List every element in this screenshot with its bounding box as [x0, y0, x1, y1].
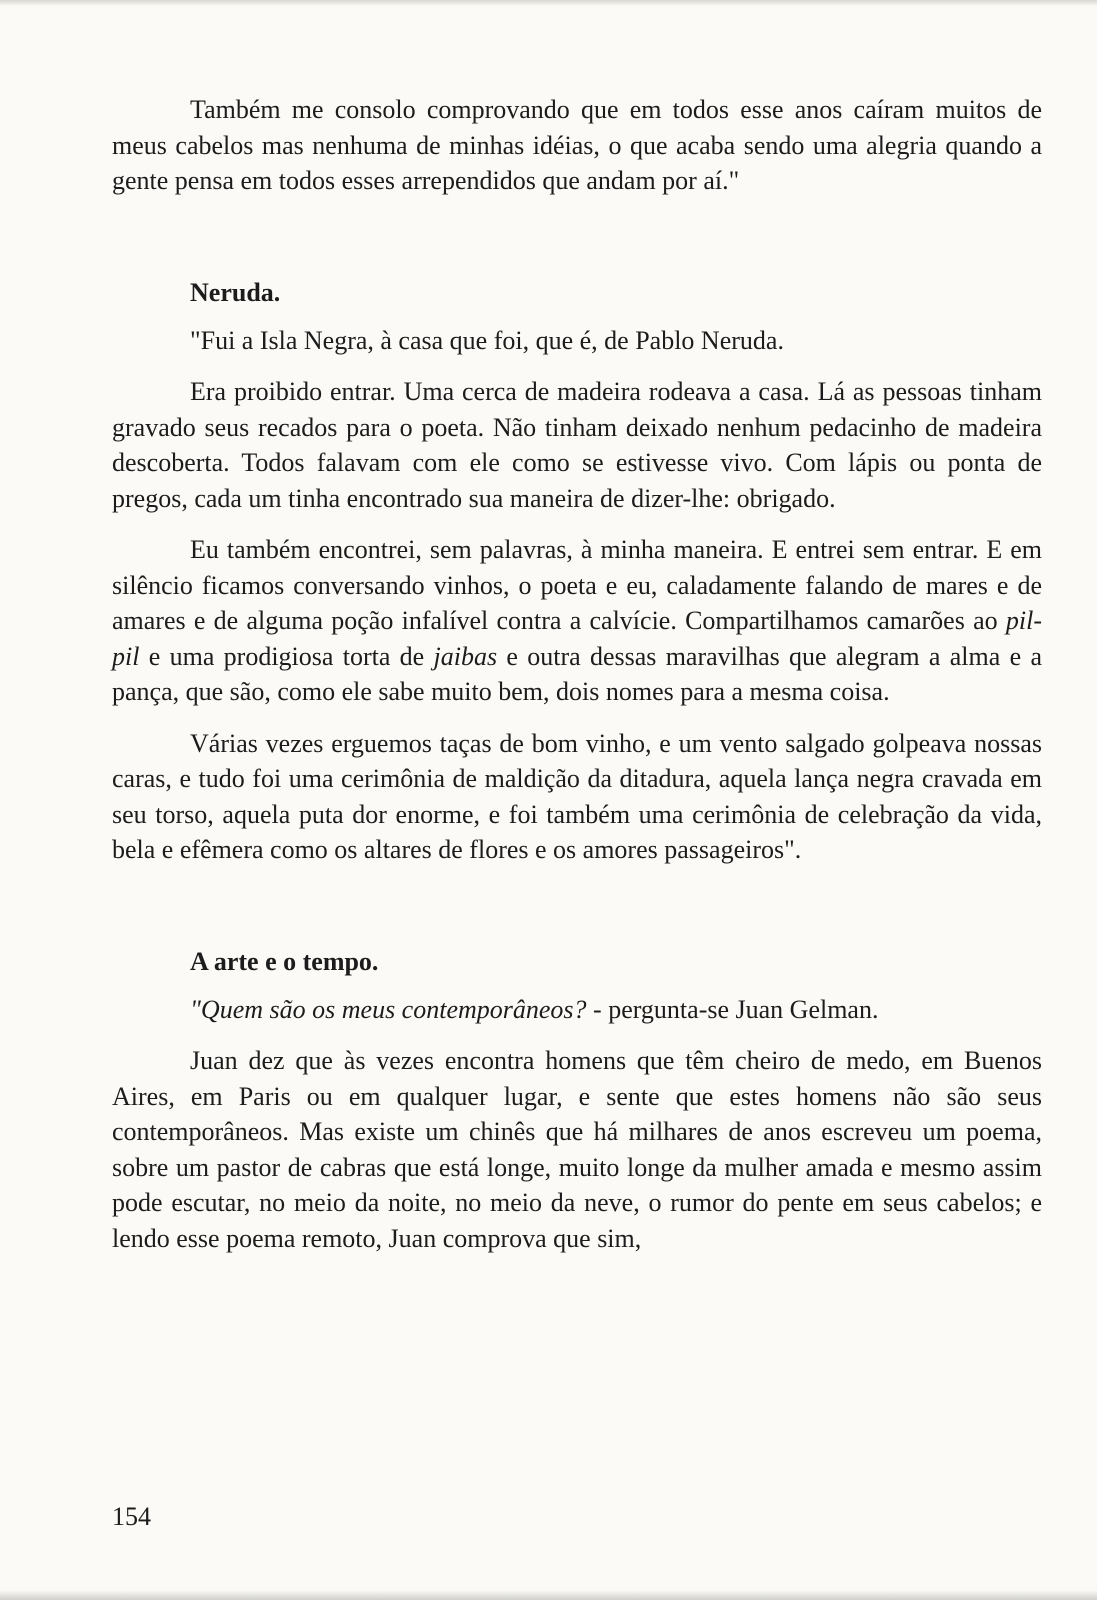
- page-body: [112, 92, 1042, 1256]
- italic-jaibas: jaibas: [433, 641, 498, 671]
- section-heading-arte-tempo: A arte e o tempo.: [190, 946, 379, 976]
- paragraph-encontrei: [112, 532, 1042, 710]
- page-bottom-edge: [0, 1590, 1097, 1600]
- paragraph-encontrei-part-b: e uma prodigiosa torta de: [139, 641, 434, 671]
- paragraph-juan: Juan dez que às vezes encontra homens que têm cheiro de medo, em Buenos Aires, em Paris ou em qualquer lugar, e sente que estes homens não são seus contemporâneos. Mas existe um chinês que há milhares de anos escreveu um poema, sobre um pastor de cabras que está longe, muito longe da mulher amada e mesmo assim pode escutar, no meio da noite, no meio da neve, o rumor do pente em seus cabelos; e lendo esse poema remoto, Juan comprova que sim,: [112, 1046, 1042, 1253]
- section-heading-neruda: Neruda.: [190, 277, 281, 307]
- page-top-edge: [0, 0, 1097, 6]
- paragraph-isla-negra: "Fui a Isla Negra, à casa que foi, que é, de Pablo Neruda.: [190, 325, 784, 355]
- paragraph-cabelos: Também me consolo comprovando que em todos esse anos caíram muitos de meus cabelos mas nenhuma de minhas idéias, o que acaba sendo uma alegria quando a gente pensa em todos esses arrependidos que andam por aí.": [112, 95, 1042, 195]
- paragraph-cerca: Era proibido entrar. Uma cerca de madeira rodeava a casa. Lá as pessoas tinham gravado seus recados para o poeta. Não tinham deixado nenhum pedacinho de madeira descoberta. Todos falavam com ele como se estivesse vivo. Com lápis ou ponta de pregos, cada um tinha encontrado sua maneira de dizer-lhe: obrigado.: [112, 377, 1042, 513]
- paragraph-contemporaneos: [112, 992, 1042, 1028]
- paragraph-tacas: Várias vezes erguemos taças de bom vinho, e um vento salgado golpeava nossas caras, e tudo foi uma cerimônia de maldição da ditadura, aquela lança negra cravada em seu torso, aquela puta dor enorme, e foi também uma cerimônia de celebração da vida, bela e efêmera como os altares de flores e os amores passageiros".: [112, 728, 1042, 864]
- italic-question: "Quem são os meus contemporâneos?: [190, 994, 587, 1024]
- page-number: 154: [112, 1502, 151, 1531]
- paragraph-contemporaneos-rest: - pergunta-se Juan Gelman.: [586, 994, 879, 1024]
- italic-pil-pil: pil-pil: [112, 606, 1042, 671]
- paragraph-encontrei-part-c: e outra dessas maravilhas que alegram a alma e a pança, que são, como ele sabe muito bem, dois nomes para a mesma coisa.: [112, 641, 1042, 706]
- paragraph-encontrei-part-a: Eu também encontrei, sem palavras, à minha maneira. E entrei sem entrar. E em silêncio ficamos conversando vinhos, o poeta e eu, caladamente falando de mares e de amares e de alguma poção infalível contra a calvície. Compartilhamos camarões ao: [112, 535, 1042, 635]
